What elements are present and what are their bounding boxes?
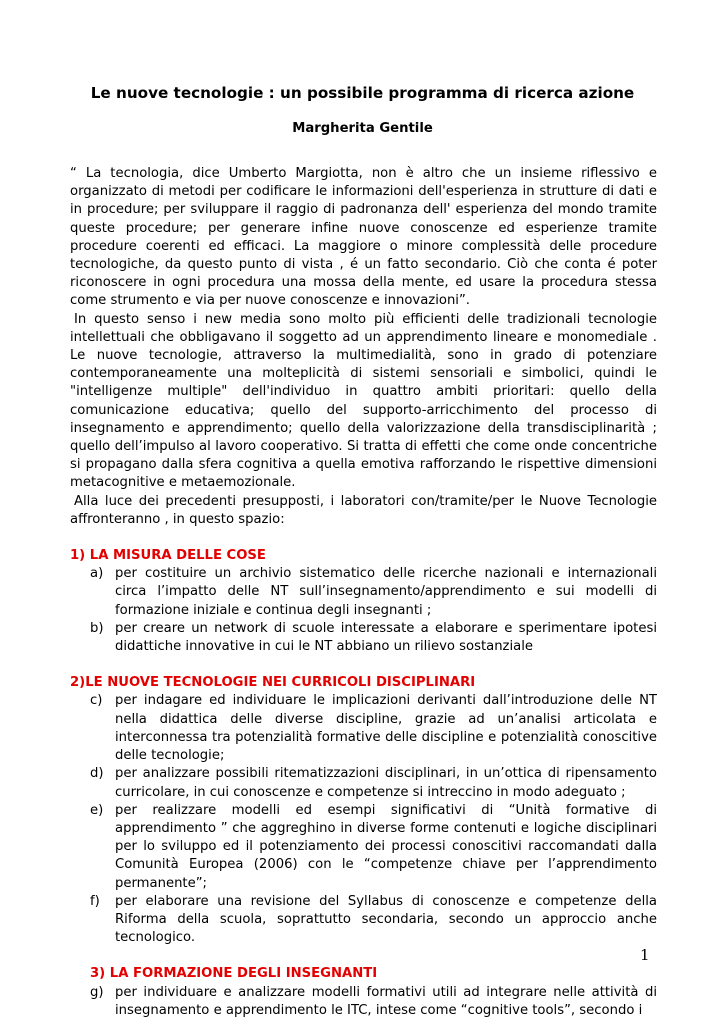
section-heading: 3) LA FORMAZIONE DEGLI INSEGNANTI <box>90 966 378 982</box>
section-list <box>70 692 657 947</box>
list-item-text: per indagare ed individuare le implicazioni derivanti dall’introduzione delle NT nella didattica delle diverse discipline, grazie ad un’analisi articolata e interconnessa tra potenzialità formative delle discipline e potenzialità conoscitive delle tecnologie; <box>115 693 657 764</box>
intro-paragraph: “ La tecnologia, dice Umberto Margiotta, non è altro che un insieme riflessivo e organizzato di metodi per codificare le informazioni dell'esperienza in strutture di dati e in procedure; per sviluppare il raggio di padronanza dell' esperienza del mondo tramite queste procedure; per generare infine nuove conoscenze ed esperienze tramite procedure coerenti ed efficaci. La maggiore o minore complessità delle procedure tecnologiche, da questo punto di vista , é un fatto secondario. Ciò che conta é poter riconoscere in ogni procedura una mossa della mente, ed usare la procedura stessa come strumento e via per nuove conoscenze e innovazioni”. <box>70 166 657 309</box>
list-item <box>70 620 657 656</box>
list-item-text: per costituire un archivio sistematico delle ricerche nazionali e internazionali circa l’impatto delle NT sull’insegnamento/apprendimento e sui modelli di formazione iniziale e continua degli insegnanti ; <box>115 566 657 618</box>
intro-paragraph: In questo senso i new media sono molto più efficienti delle tradizionali tecnologie intellettuali che obbligavano il soggetto ad un apprendimento lineare e monomediale . Le nuove tecnologie, attraverso la multimedialità, sono in grado di potenziare contemporaneamente una molteplicità di sistemi sensoriali e simbolici, quindi le "intelligenze multiple" dell'individuo in quattro ambiti prioritari: quello della comunicazione educativa; quello del supporto-arricchimento del processo di insegnamento e apprendimento; quello della valorizzazione della transdisciplinarità ; quello dell’impulso al lavoro cooperativo. Si tratta di effetti che come onde concentriche si propagano dalla sfera cognitiva a quella emotiva rafforzando le rispettive dimensioni metacognitive e metaemozionale. <box>70 311 657 491</box>
list-item-text: per creare un network di scuole interessate a elaborare e sperimentare ipotesi didattiche innovative in cui le NT abbiano un rilievo sostanziale <box>115 620 657 655</box>
section-heading: 2)LE NUOVE TECNOLOGIE NEI CURRICOLI DISCIPLINARI <box>70 675 476 691</box>
list-item-text: per analizzare possibili ritematizzazioni disciplinari, in un’ottica di ripensamento curricolare, in cui conoscenze e competenze si intreccino in modo adeguato ; <box>115 766 657 800</box>
section-list <box>70 984 657 1020</box>
list-marker: d) <box>90 766 104 782</box>
document-body <box>70 165 657 1020</box>
list-marker: g) <box>90 984 104 1000</box>
list-item <box>70 765 657 801</box>
list-item <box>70 802 657 893</box>
list-marker: c) <box>90 693 103 709</box>
list-item <box>70 565 657 620</box>
page-number: 1 <box>640 946 650 964</box>
list-item-text: per individuare e analizzare modelli formativi utili ad integrare nelle attività di insegnamento e apprendimento le ITC, intese come “cognitive tools”, secondo i <box>115 984 657 1018</box>
list-marker: e) <box>90 802 104 818</box>
list-item <box>70 692 657 765</box>
list-item-text: per elaborare una revisione del Syllabus di conoscenze e competenze della Riforma della scuola, soprattutto secondaria, secondo un approccio anche tecnologico. <box>115 893 657 946</box>
list-item <box>70 893 657 948</box>
list-marker: f) <box>90 893 100 909</box>
intro-paragraph: Alla luce dei precedenti presupposti, i laboratori con/tramite/per le Nuove Tecnologie affronteranno , in questo spazio: <box>70 493 657 527</box>
list-item-text: per realizzare modelli ed esempi significativi di “Unità formative di apprendimento ” che aggreghino in diverse forme contenuti e logiche disciplinari per lo sviluppo ed il potenziamento dei processi conoscitivi raccomandati dalla Comunità Europea (2006) con le “competenze chiave per l’apprendimento permanente”; <box>115 802 657 891</box>
document-title: Le nuove tecnologie : un possibile programma di ricerca azione <box>90 84 635 102</box>
section-list <box>70 565 657 656</box>
list-item <box>70 984 657 1020</box>
author-name: Margherita Gentile <box>292 121 433 136</box>
list-marker: b) <box>90 620 104 636</box>
section-heading: 1) LA MISURA DELLE COSE <box>70 548 266 564</box>
list-marker: a) <box>90 566 104 582</box>
